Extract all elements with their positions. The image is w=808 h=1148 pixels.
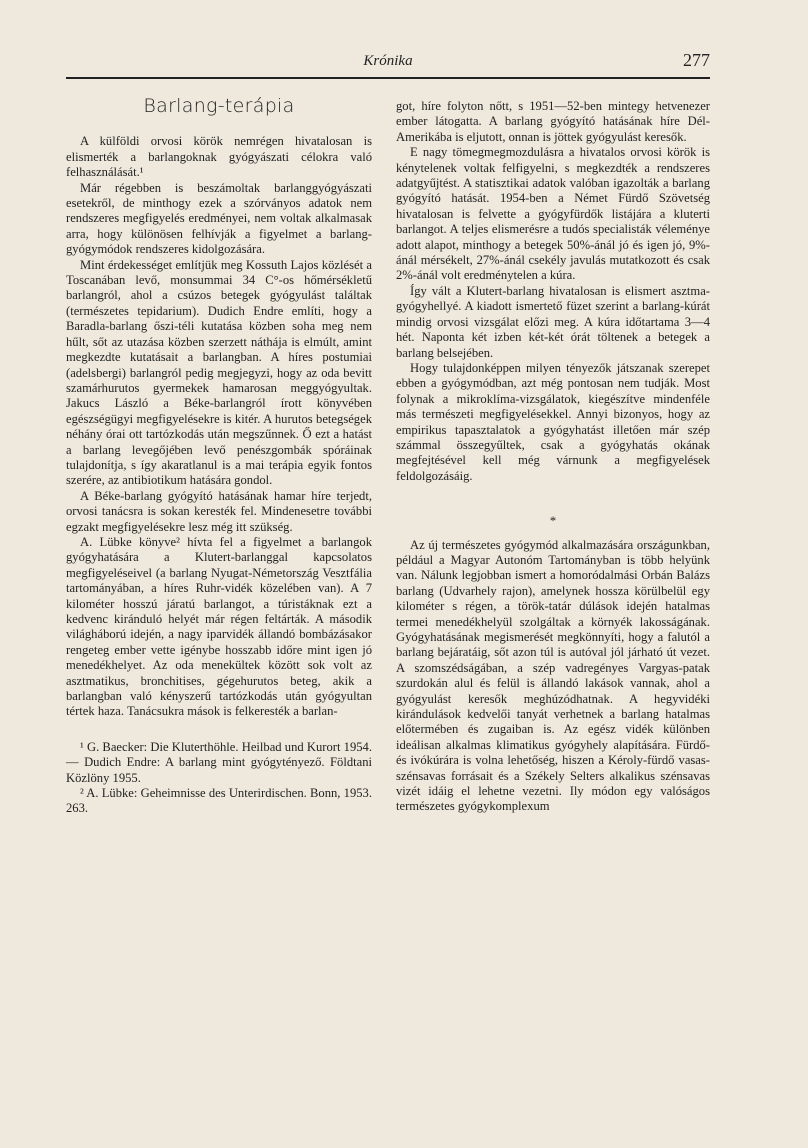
- right-column: [396, 99, 710, 815]
- paragraph: A Béke-barlang gyógyító hatásának hamar híre terjedt, orvosi tanácsra is sokan keresték fel. Mindenesetre további egzakt megfigyelésekre lesz még itt szükség.: [66, 488, 372, 534]
- running-header: [66, 50, 710, 75]
- paragraph: A külföldi orvosi körök nemrégen hivatalosan is elismerték a barlangoknak gyógyászati célokra való felhasználását.¹: [66, 134, 372, 180]
- section-separator: *: [549, 514, 557, 529]
- paragraph: E nagy tömegmegmozdulásra a hivatalos orvosi körök is kénytelenek voltak felfigyelni, s megkezdték a rendszeres adatgyűjtést. A statisztikai adatok valóban igazolták a barlang gyógyító hatását. 1954-ben a Német Fürdő Szövetség hivatalosan is felvette a gyógyfürdők listájára a kluterti barlangot. A teljes elismerésre a tudós specialisták véleménye adott alapot, minthogy a betegek 50%-ánál jó és igen jó, 9%-ánál mérsékelt, 27%-ánál csekély javulás mutatkozott és csak 2%-ánál volt eredménytelen a kúra.: [396, 145, 710, 283]
- page-number: 277: [683, 50, 710, 70]
- footnote: ¹ G. Baecker: Die Kluterthöhle. Heilbad und Kurort 1954. — Dudich Endre: A barlang mint gyógytényező. Földtani Közlöny 1955.: [66, 739, 372, 785]
- left-column: [66, 95, 372, 817]
- footnote: ² A. Lübke: Geheimnisse des Unterirdischen. Bonn, 1953. 263.: [66, 786, 372, 816]
- paragraph: got, híre folyton nőtt, s 1951—52-ben mintegy hetvenezer ember látogatta. A barlang gyógyító hatásának híre Dél-Amerikába is eljutott, onnan is jöttek gyógyulást keresők.: [396, 99, 710, 144]
- paragraph: Már régebben is beszámoltak barlanggyógyászati esetekről, de minthogy ezek a szórványos adatok nem rendszeres megfigyelés eredményei, nem voltak alkalmasak arra, hogy különösen felhívják a figyelmet a barlang-gyógymódok rendszeres kidolgozására.: [66, 180, 372, 257]
- section-gap: [396, 484, 710, 508]
- paragraph: Hogy tulajdonképpen milyen tényezők játszanak szerepet ebben a gyógymódban, azt még pontosan nem tudják. Most folynak a mikroklíma-vizsgálatok, kiegészítve mindenféle más természeti megfigyelésekkel. Annyi bizonyos, hogy az empirikus tapasztalatok a gyógyhatást illetően már szép számmal összegyűltek, csak a gyógyhatás okának megfejtésével kell még várnunk a megfigyelések feldolgozásáig.: [396, 360, 710, 483]
- article-title: Barlang-terápia: [143, 95, 295, 117]
- running-title: Krónika: [363, 53, 413, 69]
- paragraph: A. Lübke könyve² hívta fel a figyelmet a barlangok gyógyhatására a Klutert-barlanggal kapcsolatos megfigyeléseivel (a barlang Nyugat-Németország Vesztfália tartományában, a híres Ruhr-vidék közelében van). A 7 kilométer hosszú járatú barlangot, a túristáknak ezt a kedvenc kiránduló helyét már régen feltárták. A második világháború idején, a nagy iparvidék állandó bombázásakor rengeteg ember vette igénybe hosszabb időre mint igen jó menedékhelyet. Az oda menekültek között sok volt az asztmatikus, bronchitises, gégehurutos beteg, akik a barlangban való kényszerű tartózkodás után gyógyultan tértek haza. Tanácsukra mások is felkeresték a barlan-: [66, 534, 372, 719]
- paragraph: Mint érdekességet említjük meg Kossuth Lajos közlését a Toscanában levő, monsummai 34 C°-os hőmérsékletű barlangról, ahol a csúzos betegek gyógyulást találtak (természetes tepidarium). Dudich Endre említi, hogy a Baradla-barlang őszi-téli kutatása közben soha meg nem hűlt, sőt az utazása közben szerzett náthája is elmúlt, amint megkezdte kutatásait a barlangban. A híres postumiai (adelsbergi) barlangról pedig megjegyzi, hogy az oda bevitt szamárhurutos gyermekek hamarosan meggyógyultak. Jakucs László a Béke-barlangról írott könyvében egészségügyi megfigyelésekre is kitér. A hurutos betegségek néhány órai ott tartózkodás után megszűnnek. Ő ezt a hatást a barlang levegőjében levő penészgombák spóráinak tulajdonítja, s így akaratlanul is a mai terápia egyik fontos szerére, az antibiotikum hatására gondol.: [66, 257, 372, 488]
- paragraph: Az új természetes gyógymód alkalmazására országunkban, például a Magyar Autonóm Tartományban is több helyünk van. Nálunk legjobban ismert a homoródalmási Orbán Balázs barlang (Udvarhely rajon), amelynek hossza körülbelül egy kilométer s régen, a török-tatár dúlások idején hatalmas termei menedékhelyül szolgáltak a környék lakosságának. Gyógyhatásának megismerését megkönnyíti, hogy a falutól a barlang bejáratáig, sőt azon túl is autóval jól járható út vezet. A szomszédságában, a szép vadregényes Vargyas-patak szurdokán alul és felül is állandó lakások vannak, ahol a gyógyulást keresők meghúzódhatnak. A hegyvidéki kirándulások kedvelői tanyát verhetnek a barlang hatalmas előtermében és zugaiban is. Az egész vidék különben ideálisan alkalmas klimatikus gyógyhely alapítására. Fürdő- és ivókúrára is volna lehetőség, hiszen a Kéroly-fürdő vasas-szénsavas forrásait és a Székely Selters alkalikus szénsavas vizét idáig el lehetne vezetni. Ily módon egy valóságos természetes gyógykomplexum: [396, 537, 710, 814]
- footnotes: [66, 740, 372, 817]
- paragraph: Így vált a Klutert-barlang hivatalosan is elismert asztma-gyógyhellyé. A kiadott ismertető füzet szerint a barlang-kúrát mindig orvosi vizsgálat előzi meg. A kúra időtartama 3—4 hét. Naponta két izben két-két órát töltenek a betegek a barlang belsejében.: [396, 283, 710, 360]
- header-rule: [66, 77, 710, 79]
